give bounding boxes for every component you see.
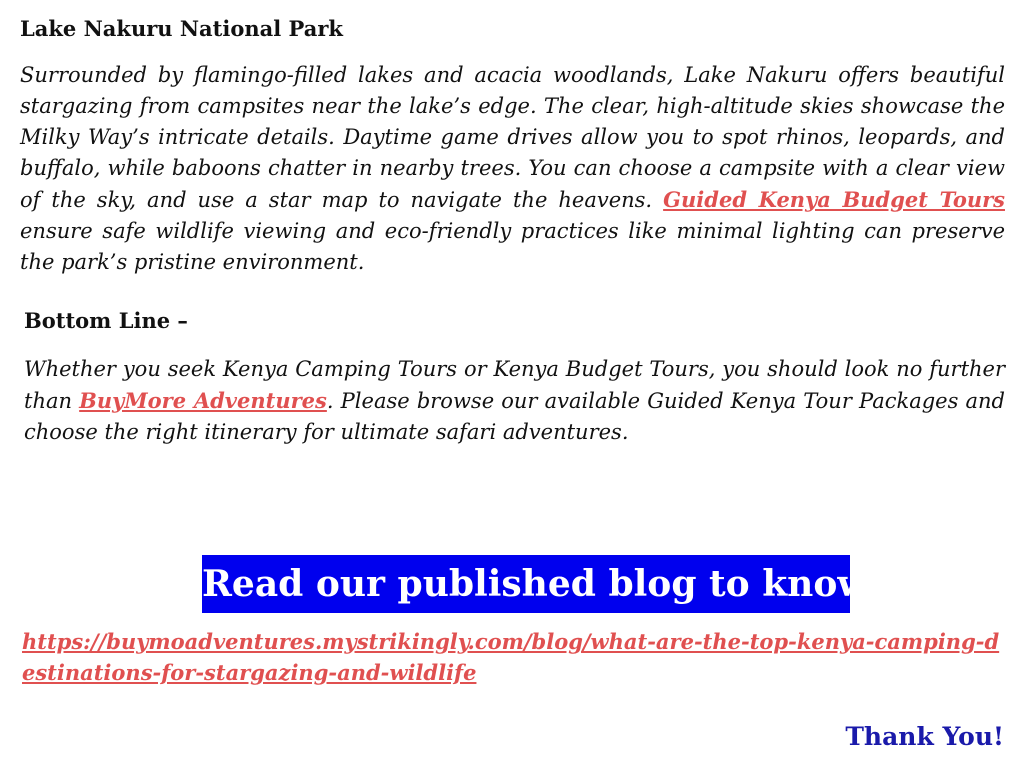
paragraph-text: Surrounded by flamingo-filled lakes and acacia woodlands, Lake Nakuru offers beautiful stargazing from campsites near the lake’s edge. The clear, high-altitude skies showcase the Milky Way’s intricate details. Daytime game drives allow you to spot rhinos, leopards, and buffalo, while baboons chatter in nearby trees. You can choose a campsite with a clear view of the sky, and use a star map to navigate the heavens. [20, 63, 1005, 212]
guided-kenya-budget-tours-link[interactable]: Guided Kenya Budget Tours [663, 187, 1005, 212]
paragraph-text: ensure safe wildlife viewing and eco-friendly practices like minimal lighting can preserve the park’s pristine environment. [20, 219, 1005, 274]
section-paragraph-lake-nakuru [20, 60, 1005, 278]
blog-banner: Read our published blog to know: [202, 555, 850, 613]
blog-url-link[interactable]: https://buymoadventures.mystrikingly.com/blog/what-are-the-top-kenya-camping-destinations-for-stargazing-and-wildlife [22, 629, 1000, 685]
section-heading-lake-nakuru: Lake Nakuru National Park [20, 16, 343, 41]
paragraph-text: . Please browse our available Guided Kenya Tour Packages and choose the right itinerary for ultimate safari adventures. [24, 389, 1005, 444]
paragraph-text: Whether you seek Kenya Camping Tours or Kenya Budget Tours, you should look no further than [24, 357, 1005, 413]
section-heading-bottom-line: Bottom Line – [24, 308, 188, 333]
thank-you-text: Thank You! [845, 722, 1004, 751]
section-paragraph-bottom-line [24, 354, 1005, 448]
buymore-adventures-link[interactable]: BuyMore Adventures [79, 388, 327, 413]
